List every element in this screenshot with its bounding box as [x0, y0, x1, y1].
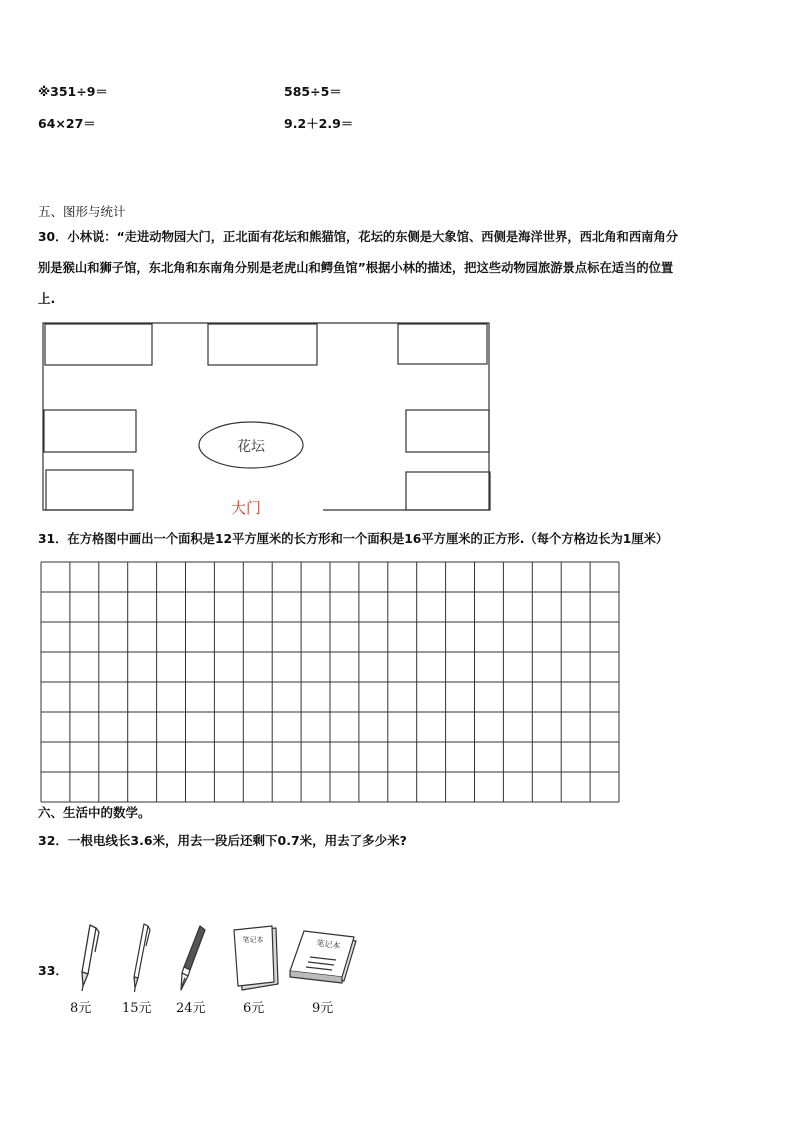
q30-line1: 30．小林说：“走进动物园大门，正北面有花坛和熊猫馆，花坛的东侧是大象馆、西侧是海洋世界，西北角和西南角分	[38, 230, 679, 244]
calc-q4: 9.2＋2.9＝	[284, 116, 354, 131]
site-northwest	[45, 324, 152, 365]
q33-label: 33．	[38, 963, 68, 978]
site-east	[406, 410, 489, 452]
calc-q3: 64×27＝	[38, 116, 96, 131]
price-ballpoint-pen: 15元	[122, 1001, 152, 1016]
q31-text: 31．在方格图中画出一个面积是12平方厘米的长方形和一个面积是16平方厘米的正方形.（每个方格边长为1厘米）	[38, 532, 669, 546]
section-5-title: 五、图形与统计	[38, 204, 126, 219]
price-notebook-flat: 9元	[312, 1001, 334, 1016]
square-grid	[40, 561, 620, 803]
notebook-cover-text: 笔记本	[242, 936, 264, 944]
fountain-pen-icon	[170, 922, 210, 994]
gate-label: 大门	[230, 499, 262, 515]
notebook-flat-cover-text: 笔记本	[315, 938, 341, 951]
zoo-map	[40, 320, 495, 515]
ballpoint-pen-icon	[120, 922, 160, 994]
calc-q2: 585÷5＝	[284, 84, 342, 99]
section-6-title: 六、生活中的数学。	[38, 805, 151, 820]
flowerbed-label: 花坛	[237, 439, 265, 455]
pen-icon	[68, 922, 108, 994]
site-southwest	[46, 470, 133, 510]
q30-line3: 上.	[38, 291, 56, 306]
site-southeast	[406, 472, 490, 510]
zoo-boundary	[43, 323, 489, 510]
price-pen: 8元	[70, 1001, 92, 1016]
price-fountain-pen: 24元	[176, 1001, 206, 1016]
notebook-icon	[230, 924, 282, 994]
notebook-flat-icon	[286, 929, 360, 989]
site-northeast	[398, 324, 487, 364]
price-notebook: 6元	[243, 1001, 265, 1016]
q30-line2: 别是猴山和狮子馆，东北角和东南角分别是老虎山和鳄鱼馆”根据小林的描述，把这些动物园旅游景点标在适当的位置	[38, 261, 674, 275]
q32-text: 32．一根电线长3.6米，用去一段后还剩下0.7米，用去了多少米?	[38, 833, 407, 848]
site-north-center	[208, 324, 317, 365]
site-west	[44, 410, 136, 452]
calc-q1: ※351÷9＝	[38, 84, 108, 99]
